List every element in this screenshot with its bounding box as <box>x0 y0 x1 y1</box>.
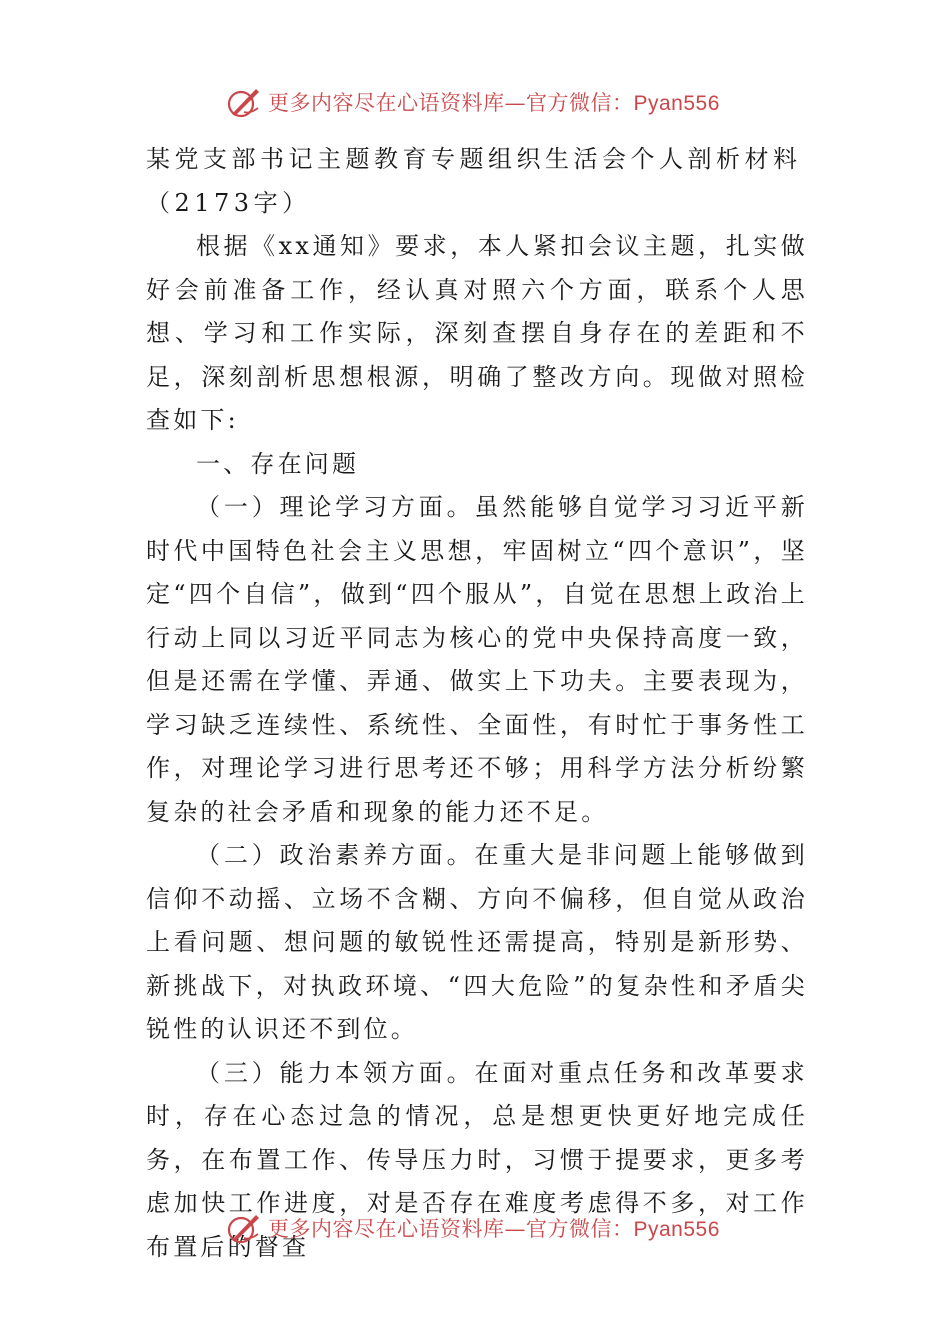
watermark-label: 更多内容尽在心语资料库—官方微信： <box>268 1217 634 1241</box>
word-count: （2173字） <box>146 188 311 217</box>
watermark-label: 更多内容尽在心语资料库—官方微信： <box>268 91 634 115</box>
watermark-text <box>268 87 720 117</box>
quill-pen-logo-icon <box>226 1210 262 1246</box>
item-ability: （三）能力本领方面。在面对重点任务和改革要求时，存在心态过急的情况，总是想更快更好地完成任务，在布置工作、传导压力时，习惯于提要求，更多考虑加快工作进度，对是否存在难度考虑得不多，对工作布置后的督查 <box>146 1058 808 1261</box>
quill-pen-logo-icon <box>226 84 262 120</box>
item-theory-study: （一）理论学习方面。虽然能够自觉学习习近平新时代中国特色社会主义思想，牢固树立“四个意识”，坚定“四个自信”，做到“四个服从”，自觉在思想上政治上行动上同以习近平同志为核心的党中央保持高度一致，但是还需在学懂、弄通、做实上下功夫。主要表现为，学习缺乏连续性、系统性、全面性，有时忙于事务性工作，对理论学习进行思考还不够；用科学方法分析纷繁复杂的社会矛盾和现象的能力还不足。 <box>146 493 808 826</box>
intro-paragraph: 根据《xx通知》要求，本人紧扣会议主题，扎实做好会前准备工作，经认真对照六个方面，联系个人思想、学习和工作实际，深刻查摆自身存在的差距和不足，深刻剖析思想根源，明确了整改方向。现做对照检查如下: <box>146 232 808 434</box>
watermark-wechat-id: Pyan556 <box>633 1218 720 1241</box>
watermark-wechat-id: Pyan556 <box>633 92 720 115</box>
title-text: 某党支部书记主题教育专题组织生活会个人剖析材料 <box>146 145 802 173</box>
header-watermark <box>226 82 746 122</box>
item-political-literacy: （二）政治素养方面。在重大是非问题上能够做到信仰不动摇、立场不含糊、方向不偏移，但自觉从政治上看问题、想问题的敏锐性还需提高，特别是新形势、新挑战下，对执政环境、“四大危险”的复杂性和矛盾尖锐性的认识还不到位。 <box>146 841 808 1043</box>
document-body <box>146 138 808 1269</box>
watermark-text <box>268 1213 720 1243</box>
footer-watermark <box>226 1208 746 1248</box>
section-heading-problems: 一、存在问题 <box>196 449 360 478</box>
document-title <box>146 138 808 225</box>
